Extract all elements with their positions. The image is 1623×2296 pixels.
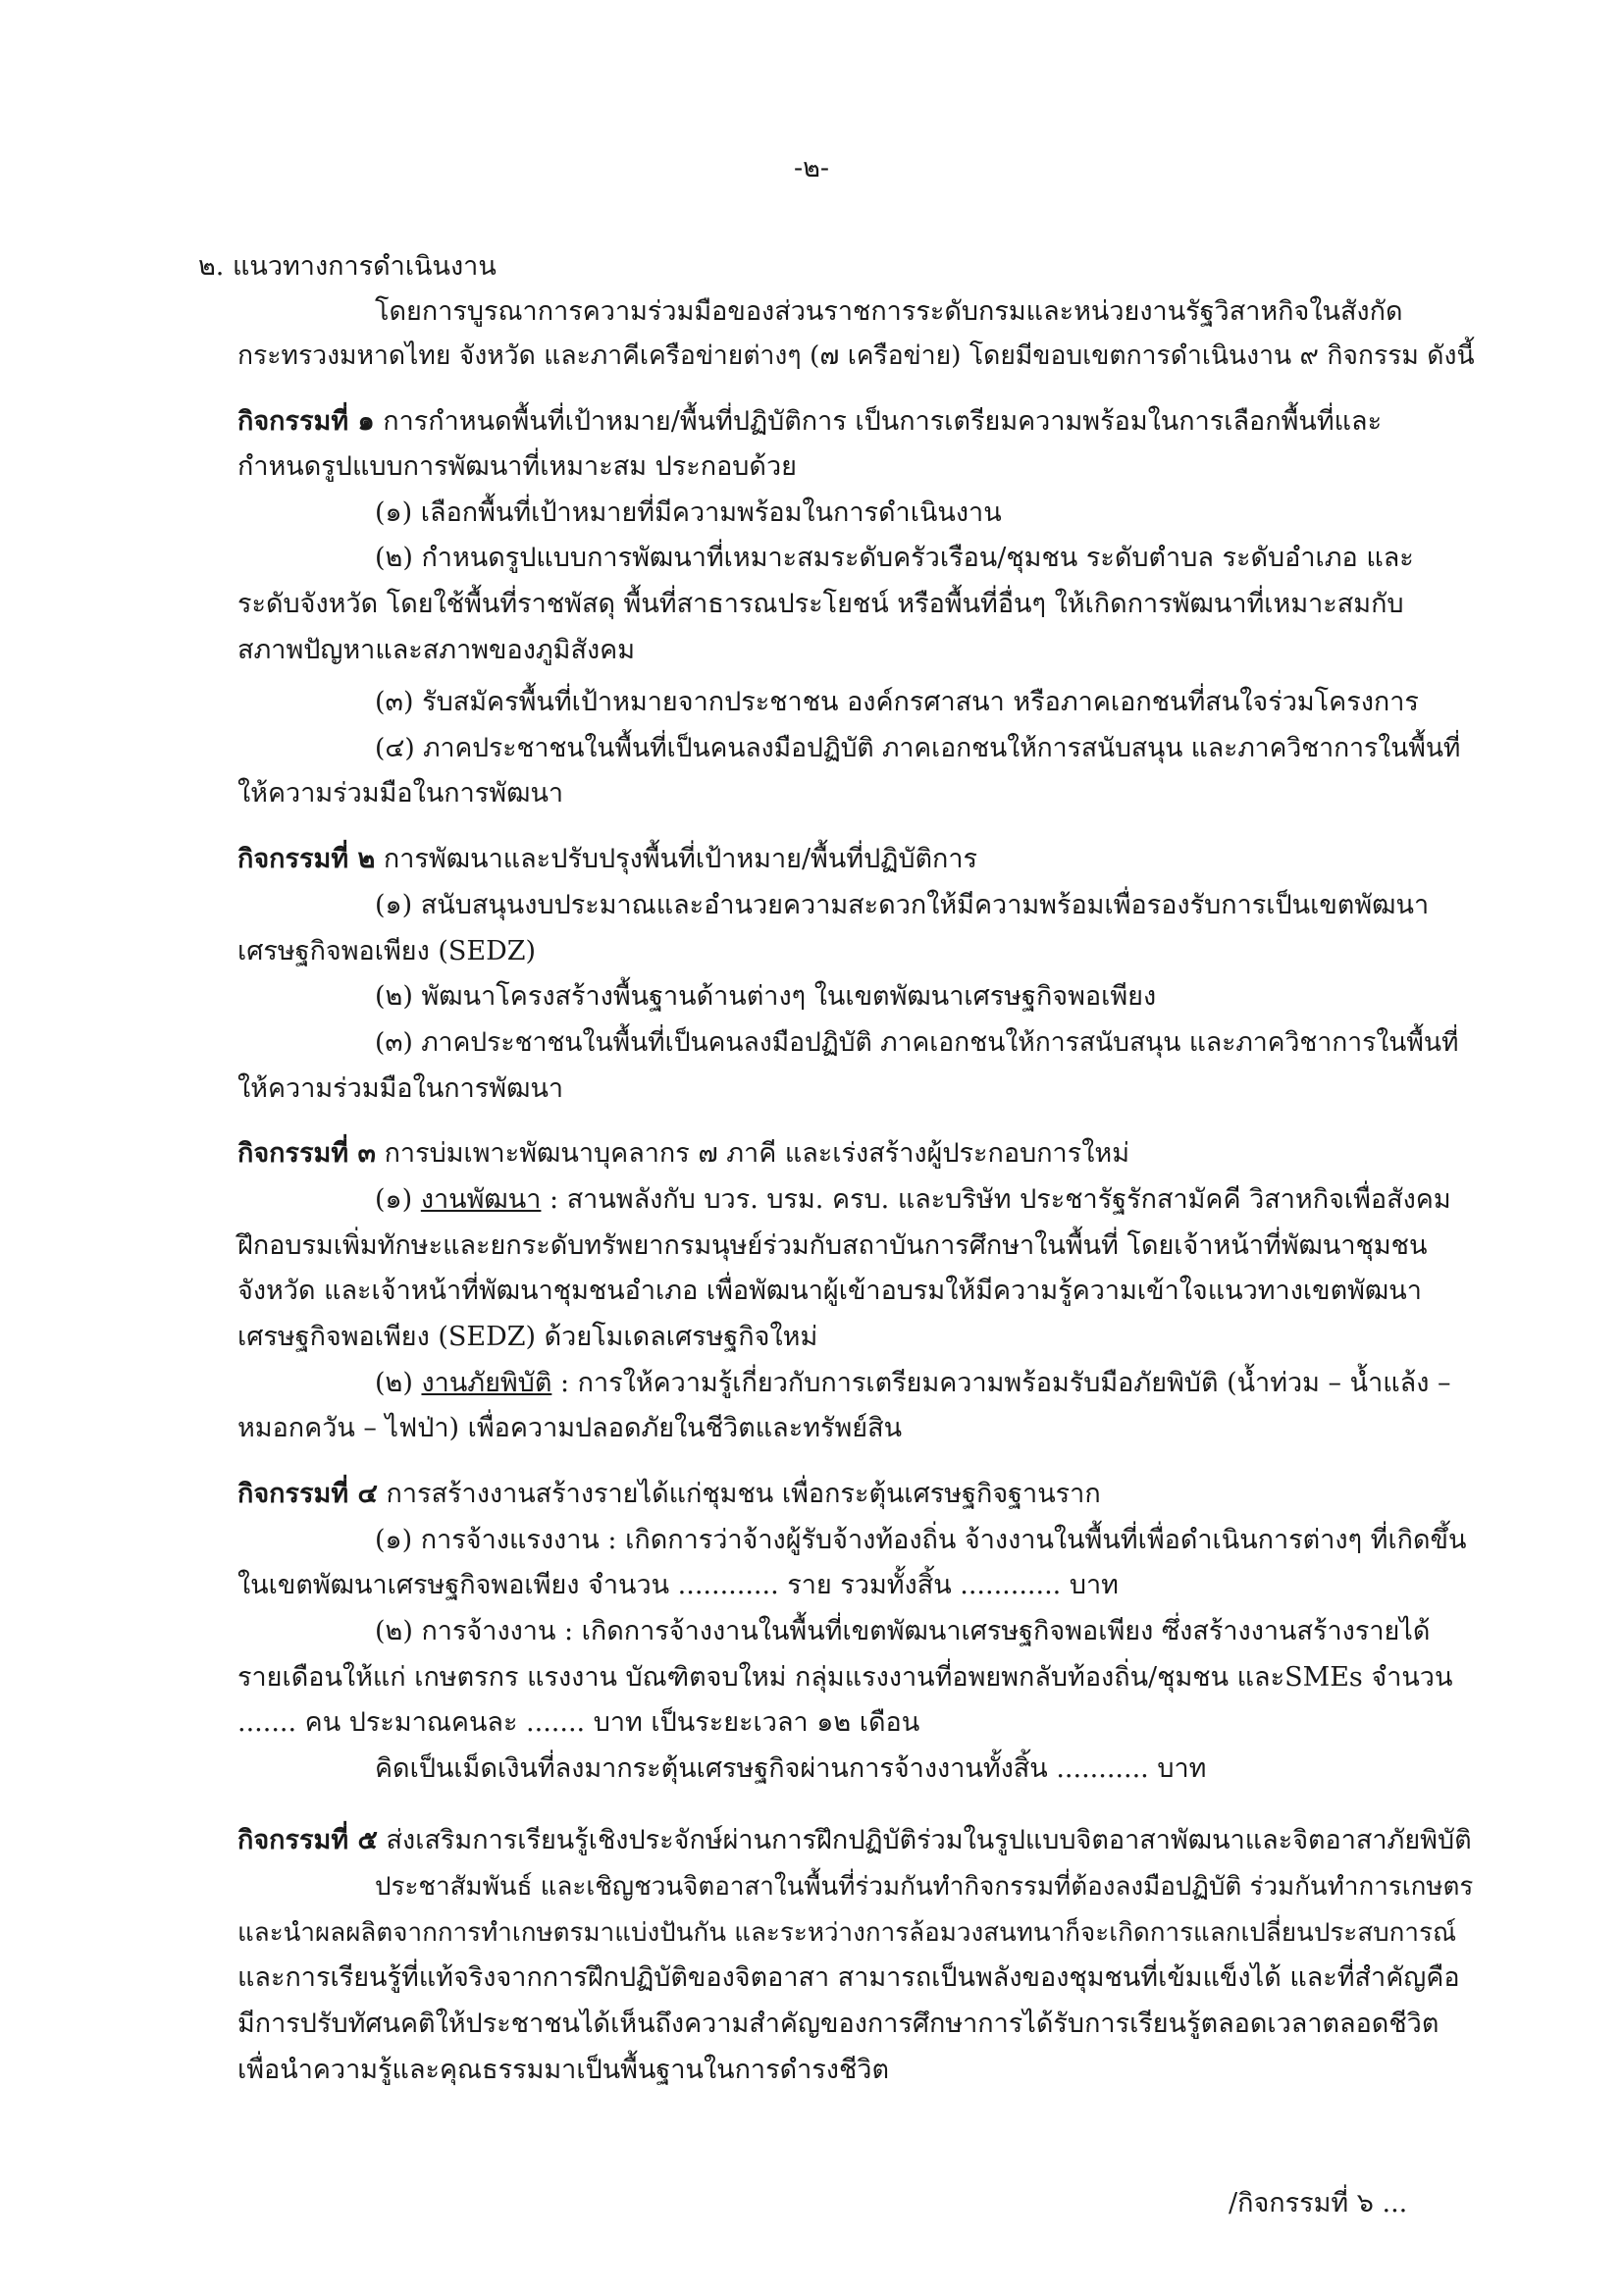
activity-4-label: กิจกรรมที่ ๔ — [237, 1479, 378, 1509]
activity-1-line — [237, 402, 1382, 442]
activity-3-item — [375, 1364, 1450, 1403]
page-number: -๒- — [793, 153, 830, 183]
activity-1-line: ให้ความร่วมมือในการพัฒนา — [237, 778, 564, 809]
activity-4-line: ในเขตพัฒนาเศรษฐกิจพอเพียง จำนวน ............ ราย รวมทั้งสิ้น ............ บาท — [237, 1570, 1119, 1600]
activity-5-line: มีการปรับทัศนคติให้ประชาชนได้เห็นถึงความสำคัญของการศึกษาการได้รับการเรียนรู้ตลอดเวลาตลอดชีวิต — [237, 2009, 1440, 2039]
item-text: : สานพลังกับ บวร. บรม. ครบ. และบริษัท ประชารัฐรักสามัคคี วิสาหกิจเพื่อสังคม — [550, 1184, 1451, 1215]
activity-3-line: หมอกควัน – ไฟป่า) เพื่อความปลอดภัยในชีวิตและทรัพย์สิน — [237, 1413, 903, 1443]
activity-5-line: และนำผลผลิตจากการทำเกษตรมาแบ่งปันกัน และระหว่างการล้อมวงสนทนาก็จะเกิดการแลกเปลี่ยนประสบการณ์ — [237, 1918, 1457, 1948]
activity-5-line: เพื่อนำความรู้และคุณธรรมมาเป็นพื้นฐานในการดำรงชีวิต — [237, 2055, 889, 2085]
item-topic-disaster: งานภัยพิบัติ — [421, 1368, 552, 1398]
activity-2-item: (๒) พัฒนาโครงสร้างพื้นฐานด้านต่างๆ ในเขตพัฒนาเศรษฐกิจพอเพียง — [375, 981, 1157, 1012]
activity-1-line: สภาพปัญหาและสภาพของภูมิสังคม — [237, 635, 635, 665]
item-topic-development: งานพัฒนา — [420, 1184, 542, 1215]
activity-2-text: การพัฒนาและปรับปรุงพื้นที่เป้าหมาย/พื้นที่ปฏิบัติการ — [383, 844, 978, 874]
activity-2-item: (๓) ภาคประชาชนในพื้นที่เป็นคนลงมือปฏิบัติ ภาคเอกชนให้การสนับสนุน และภาควิชาการในพื้นที่ — [375, 1027, 1459, 1058]
activity-1-label: กิจกรรมที่ ๑ — [237, 406, 375, 437]
section-heading: ๒. แนวทางการดำเนินงาน — [198, 251, 497, 282]
activity-1-line: กำหนดรูปแบบการพัฒนาที่เหมาะสม ประกอบด้วย — [237, 451, 797, 482]
activity-3-text: การบ่มเพาะพัฒนาบุคลากร ๗ ภาคี และเร่งสร้างผู้ประกอบการใหม่ — [384, 1138, 1129, 1169]
activity-4-line — [237, 1475, 1101, 1514]
page-continuation-note: /กิจกรรมที่ ๖ ... — [1229, 2188, 1408, 2218]
activity-1-line: ระดับจังหวัด โดยใช้พื้นที่ราชพัสดุ พื้นที่สาธารณประโยชน์ หรือพื้นที่อื่นๆ ให้เกิดการพัฒนาที่เหมาะสมกับ — [237, 589, 1404, 619]
activity-4-line: ....... คน ประมาณคนละ ....... บาท เป็นระยะเวลา ๑๒ เดือน — [237, 1707, 920, 1738]
activity-4-item: (๒) การจ้างงาน : เกิดการจ้างงานในพื้นที่เขตพัฒนาเศรษฐกิจพอเพียง ซึ่งสร้างงานสร้างรายได้ — [375, 1616, 1431, 1646]
activity-5-label: กิจกรรมที่ ๕ — [237, 1825, 378, 1855]
activity-3-line — [237, 1134, 1129, 1174]
activity-3-label: กิจกรรมที่ ๓ — [237, 1138, 376, 1169]
activity-5-line: ประชาสัมพันธ์ และเชิญชวนจิตอาสาในพื้นที่ร่วมกันทำกิจกรรมที่ต้องลงมือปฏิบัติ ร่วมกันทำการเกษตร — [375, 1872, 1474, 1902]
intro-line: กระทรวงมหาดไทย จังหวัด และภาคีเครือข่ายต่างๆ (๗ เครือข่าย) โดยมีขอบเขตการดำเนินงาน ๙ กิจกรรม ดังนี้ — [237, 340, 1475, 371]
activity-2-line: ให้ความร่วมมือในการพัฒนา — [237, 1073, 564, 1104]
activity-1-item: (๔) ภาคประชาชนในพื้นที่เป็นคนลงมือปฏิบัติ ภาคเอกชนให้การสนับสนุน และภาควิชาการในพื้นที่ — [375, 733, 1461, 763]
item-text: : การให้ความรู้เกี่ยวกับการเตรียมความพร้อมรับมือภัยพิบัติ (น้ำท่วม – น้ำแล้ง – — [559, 1368, 1451, 1398]
activity-1-item: (๓) รับสมัครพื้นที่เป้าหมายจากประชาชน องค์กรศาสนา หรือภาคเอกชนที่สนใจร่วมโครงการ — [375, 687, 1419, 717]
activity-1-item: (๒) กำหนดรูปแบบการพัฒนาที่เหมาะสมระดับครัวเรือน/ชุมชน ระดับตำบล ระดับอำเภอ และ — [375, 543, 1414, 573]
intro-line: โดยการบูรณาการความร่วมมือของส่วนราชการระดับกรมและหน่วยงานรัฐวิสาหกิจในสังกัด — [375, 296, 1403, 327]
activity-1-text: การกำหนดพื้นที่เป้าหมาย/พื้นที่ปฏิบัติการ เป็นการเตรียมความพร้อมในการเลือกพื้นที่และ — [383, 406, 1383, 437]
activity-2-item: (๑) สนับสนุนงบประมาณและอำนวยความสะดวกให้มีความพร้อมเพื่อรองรับการเป็นเขตพัฒนา — [375, 890, 1430, 920]
activity-4-text: การสร้างงานสร้างรายได้แก่ชุมชน เพื่อกระตุ้นเศรษฐกิจฐานราก — [386, 1479, 1101, 1509]
activity-4-line: รายเดือนให้แก่ เกษตรกร แรงงาน บัณฑิตจบใหม่ กลุ่มแรงงานที่อพยพกลับท้องถิ่น/ชุมชน และSMEs จำนวน — [237, 1662, 1453, 1693]
activity-4-line: คิดเป็นเม็ดเงินที่ลงมากระตุ้นเศรษฐกิจผ่านการจ้างงานทั้งสิ้น ........... บาท — [375, 1753, 1207, 1784]
activity-2-line: เศรษฐกิจพอเพียง (SEDZ) — [237, 936, 537, 966]
activity-4-item: (๑) การจ้างแรงงาน : เกิดการว่าจ้างผู้รับจ้างท้องถิ่น จ้างงานในพื้นที่เพื่อดำเนินการต่างๆ ที่เกิดขึ้น — [375, 1525, 1467, 1555]
activity-3-line: เศรษฐกิจพอเพียง (SEDZ) ด้วยโมเดลเศรษฐกิจใหม่ — [237, 1322, 818, 1352]
item-number: (๒) — [375, 1368, 413, 1398]
activity-2-line — [237, 840, 977, 879]
activity-3-line: ฝึกอบรมเพิ่มทักษะและยกระดับทรัพยากรมนุษย์ร่วมกับสถาบันการศึกษาในพื้นที่ โดยเจ้าหน้าที่พัฒนาชุมชน — [237, 1230, 1428, 1261]
activity-5-text: ส่งเสริมการเรียนรู้เชิงประจักษ์ผ่านการฝึกปฏิบัติร่วมในรูปแบบจิตอาสาพัฒนาและจิตอาสาภัยพิบัติ — [386, 1825, 1472, 1855]
activity-5-line: และการเรียนรู้ที่แท้จริงจากการฝึกปฏิบัติของจิตอาสา สามารถเป็นพลังของชุมชนที่เข้มแข็งได้ และที่สำคัญคือ — [237, 1962, 1460, 1993]
activity-1-item: (๑) เลือกพื้นที่เป้าหมายที่มีความพร้อมในการดำเนินงาน — [375, 497, 1002, 528]
activity-3-line: จังหวัด และเจ้าหน้าที่พัฒนาชุมชนอำเภอ เพื่อพัฒนาผู้เข้าอบรมให้มีความรู้ความเข้าใจแนวทางเขตพัฒนา — [237, 1276, 1422, 1306]
item-number: (๑) — [375, 1184, 413, 1215]
activity-3-item — [375, 1180, 1451, 1220]
activity-5-line — [237, 1821, 1472, 1860]
activity-2-label: กิจกรรมที่ ๒ — [237, 844, 376, 874]
